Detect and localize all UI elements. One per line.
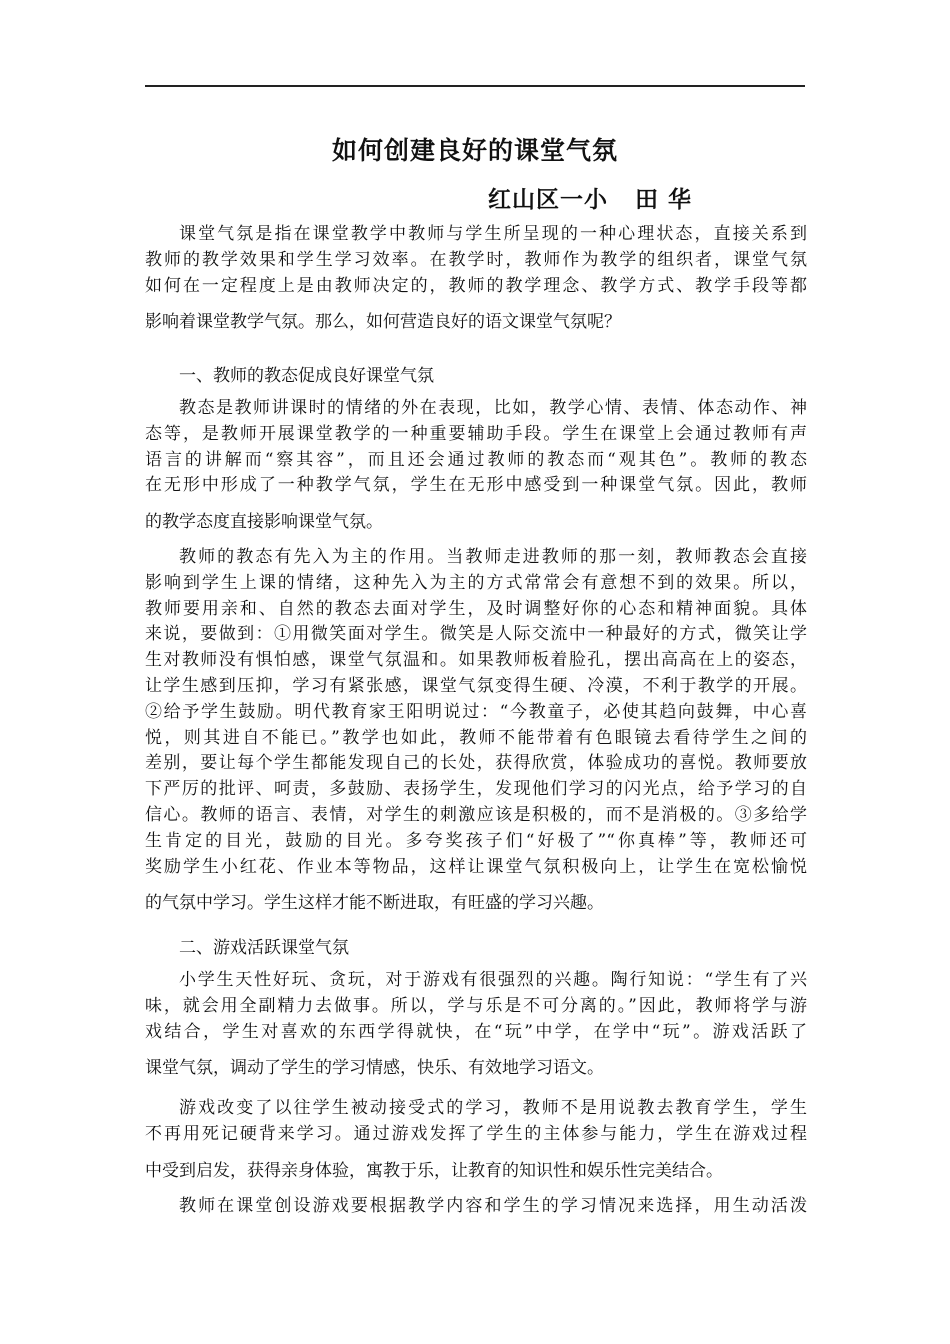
text-line: 小学生天性好玩、贪玩，对于游戏有很强烈的兴趣。陶行知说：“学生有了兴 [179, 970, 807, 990]
text-line: 教师在课堂创设游戏要根据教学内容和学生的学习情况来选择，用生动活泼 [179, 1196, 807, 1216]
text-line: 的教学态度直接影响课堂气氛。 [145, 512, 383, 533]
text-line: 下严厉的批评、呵责，多鼓励、表扬学生，发现他们学习的闪光点，给予学习的自 [145, 779, 807, 800]
text-line: 教师的教学效果和学生学习效率。在教学时，教师作为教学的组织者，课堂气氛 [145, 249, 807, 270]
text-line: 信心。教师的语言、表情，对学生的刺激应该是积极的，而不是消极的。③多给学 [145, 804, 807, 825]
text-line: 教师要用亲和、自然的教态去面对学生，及时调整好你的心态和精神面貌。具体 [145, 598, 807, 619]
text-line: ②给予学生鼓励。明代教育家王阳明说过：“今教童子，必使其趋向鼓舞，中心喜 [145, 701, 807, 722]
paragraph-intro [145, 222, 807, 336]
text-line: 味，就会用全副精力去做事。所以，学与乐是不可分离的。”因此，教师将学与游 [145, 995, 807, 1016]
paragraph-first-impression [145, 545, 807, 917]
text-line: 生肯定的目光，鼓励的目光。多夸奖孩子们“好极了”“你真棒”等，教师还可 [145, 830, 807, 851]
section-heading-1: 一、教师的教态促成良好课堂气氛 [179, 366, 434, 386]
text-line: 课堂气氛是指在课堂教学中教师与学生所呈现的一种心理状态，直接关系到 [179, 224, 807, 244]
text-line: 来说，要做到：①用微笑面对学生。微笑是人际交流中一种最好的方式，微笑让学 [145, 624, 807, 645]
document-title: 如何创建良好的课堂气氛 [331, 136, 618, 165]
text-line: 悦，则其进自不能已。”教学也如此，教师不能带着有色眼镜去看待学生之间的 [145, 727, 807, 748]
text-line: 戏结合，学生对喜欢的东西学得就快，在“玩”中学，在学中“玩”。游戏活跃了 [145, 1021, 807, 1042]
text-line: 影响着课堂教学气氛。那么，如何营造良好的语文课堂气氛呢？ [145, 312, 621, 333]
text-line: 生对教师没有惧怕感，课堂气氛温和。如果教师板着脸孔，摆出高高在上的姿态， [145, 650, 807, 671]
text-line: 让学生感到压抑，学习有紧张感，课堂气氛变得生硬、冷漠，不利于教学的开展。 [145, 675, 807, 696]
text-line: 差别，要让每个学生都能发现自己的长处，获得欣赏，体验成功的喜悦。教师要放 [145, 753, 807, 774]
author-line: 红山区一小 田 华 [488, 186, 693, 213]
text-line: 的气氛中学习。学生这样才能不断进取，有旺盛的学习兴趣。 [145, 893, 604, 914]
text-line: 课堂气氛，调动了学生的学习情感，快乐、有效地学习语文。 [145, 1058, 604, 1079]
text-line: 不再用死记硬背来学习。通过游戏发挥了学生的主体参与能力，学生在游戏过程 [145, 1123, 807, 1144]
text-line: 在无形中形成了一种教学气氛，学生在无形中感受到一种课堂气氛。因此，教师 [145, 475, 807, 496]
paragraph-games-design [145, 1194, 807, 1220]
text-line: 教态是教师讲课时的情绪的外在表现，比如，教学心情、表情、体态动作、神 [179, 398, 807, 418]
header-rule [145, 85, 805, 87]
paragraph-games [145, 968, 807, 1082]
paragraph-demeanor [145, 396, 807, 536]
paragraph-games-change [145, 1096, 807, 1184]
text-line: 游戏改变了以往学生被动接受式的学习，教师不是用说教去教育学生，学生 [179, 1098, 807, 1118]
text-line: 影响到学生上课的情绪，这种先入为主的方式常常会有意想不到的效果。所以， [145, 572, 807, 593]
text-line: 如何在一定程度上是由教师决定的，教师的教学理念、教学方式、教学手段等都 [145, 275, 807, 296]
text-line: 奖励学生小红花、作业本等物品，这样让课堂气氛积极向上，让学生在宽松愉悦 [145, 856, 807, 877]
text-line: 态等，是教师开展课堂教学的一种重要辅助手段。学生在课堂上会通过教师有声 [145, 423, 807, 444]
text-line: 中受到启发，获得亲身体验，寓教于乐，让教育的知识性和娱乐性完美结合。 [145, 1160, 723, 1181]
text-line: 教师的教态有先入为主的作用。当教师走进教师的那一刻，教师教态会直接 [179, 547, 807, 567]
text-line: 语言的讲解而“察其容”，而且还会通过教师的教态而“观其色”。教师的教态 [145, 449, 807, 470]
section-heading-2: 二、游戏活跃课堂气氛 [179, 938, 349, 958]
